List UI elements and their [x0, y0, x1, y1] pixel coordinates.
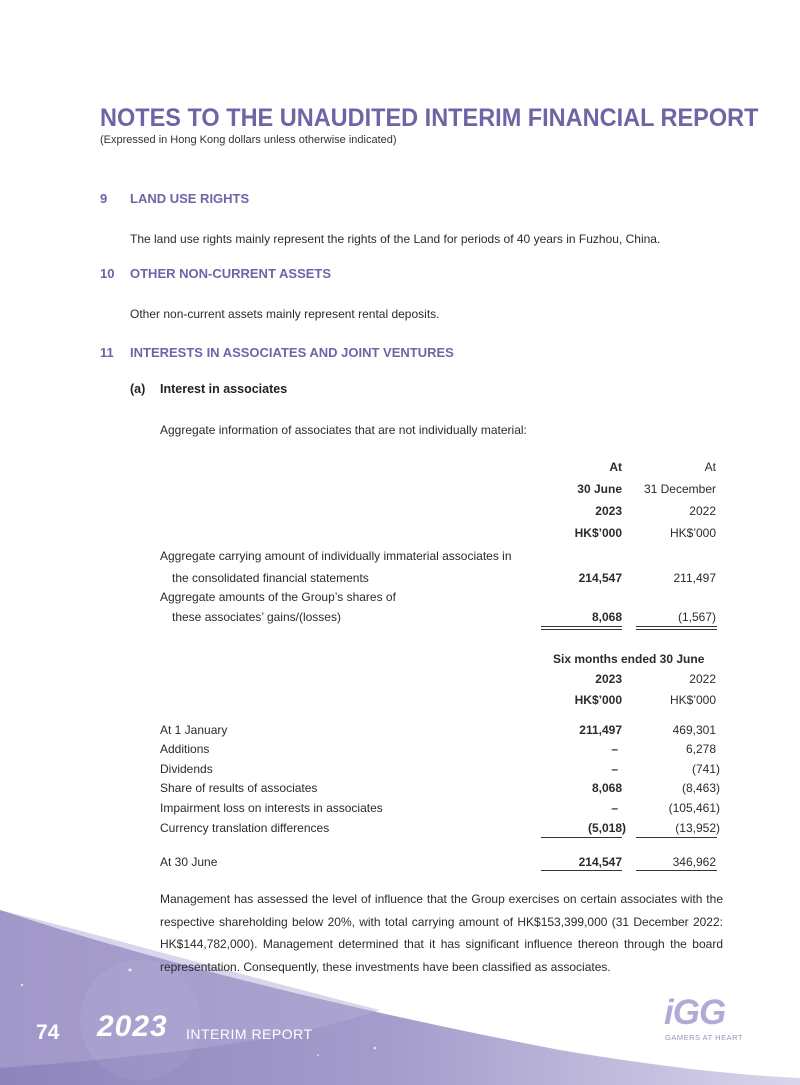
rule	[541, 837, 622, 838]
table-row-label: Aggregate carrying amount of individually immaterial associates in	[160, 549, 512, 563]
page-title: NOTES TO THE UNAUDITED INTERIM FINANCIAL REPORT	[100, 104, 759, 132]
table-cell: (13,952)	[675, 821, 720, 835]
management-paragraph: Management has assessed the level of influence that the Group exercises on certain associates with the respective shareholding below 20%, with total carrying amount of HK$153,399,000 (31 December 2022: HK$144,782,000). Management determined that it has significant influence thereon through the board representation. Consequently, these investments have been classified as associates.	[160, 892, 723, 974]
col2-head-line: 2022	[689, 672, 716, 686]
rule	[636, 837, 717, 838]
subsection-label: (a)	[130, 382, 146, 396]
table-row-label: Aggregate amounts of the Group’s shares of	[160, 590, 396, 604]
table-row-label: these associates’ gains/(losses)	[172, 610, 341, 624]
report-name: INTERIM REPORT	[186, 1026, 313, 1042]
logo-tagline: GAMERS AT HEART	[665, 1033, 743, 1042]
table-cell: 214,547	[578, 571, 622, 585]
col1-head-line: HK$’000	[574, 526, 622, 540]
rule	[636, 626, 717, 627]
table-cell: (1,567)	[677, 610, 716, 624]
table-total-cell: 214,547	[578, 855, 622, 869]
col1-head-line: 2023	[595, 504, 622, 518]
rule	[636, 870, 717, 871]
section-title: LAND USE RIGHTS	[130, 191, 250, 206]
subsection-intro: Aggregate information of associates that are not individually material:	[160, 423, 527, 437]
table-total-cell: 346,962	[672, 855, 716, 869]
rule	[541, 629, 622, 630]
table-cell: –	[611, 742, 618, 756]
section-text: Other non-current assets mainly represent rental deposits.	[130, 307, 440, 321]
section-title: INTERESTS IN ASSOCIATES AND JOINT VENTURES	[130, 345, 454, 360]
table-cell: 211,497	[579, 723, 622, 737]
table-cell: 211,497	[673, 571, 716, 585]
table-cell: –	[611, 762, 618, 776]
table-cell: 469,301	[672, 723, 716, 737]
section-number: 9	[100, 191, 108, 206]
table-cell: (8,463)	[681, 781, 720, 795]
rule	[541, 626, 622, 627]
table-row-label: At 1 January	[160, 723, 228, 737]
table-total-label: At 30 June	[160, 855, 218, 869]
table2-group-header: Six months ended 30 June	[553, 652, 705, 666]
rule	[636, 629, 717, 630]
table-row-label: Share of results of associates	[160, 781, 318, 795]
col2-head-line: HK$’000	[669, 693, 716, 707]
table-cell: 8,068	[591, 610, 622, 624]
table-row-label: Impairment loss on interests in associates	[160, 801, 383, 815]
section-text: The land use rights mainly represent the rights of the Land for periods of 40 years in Fuzhou, China.	[130, 232, 661, 246]
subsection-title: Interest in associates	[160, 382, 288, 396]
col1-head-line: HK$’000	[574, 693, 622, 707]
table-row-label: the consolidated financial statements	[172, 571, 369, 585]
col2-head-line: HK$’000	[669, 526, 716, 540]
col2-head-line: 31 December	[643, 482, 716, 496]
table-cell: 6,278	[685, 742, 716, 756]
table-cell: (5,018)	[587, 821, 626, 835]
section-number: 11	[100, 345, 114, 360]
table-row-label: Additions	[160, 742, 210, 756]
igg-logo: iGG	[664, 993, 726, 1032]
col2-head-line: At	[704, 460, 716, 474]
table-cell: (741)	[691, 762, 720, 776]
page-subtitle: (Expressed in Hong Kong dollars unless otherwise indicated)	[100, 134, 397, 146]
section-title: OTHER NON-CURRENT ASSETS	[130, 266, 332, 281]
rule	[541, 870, 622, 871]
col1-head-line: 2023	[595, 672, 622, 686]
col1-head-line: At	[609, 460, 622, 474]
table-cell: –	[611, 801, 618, 815]
col1-head-line: 30 June	[577, 482, 622, 496]
section-number: 10	[100, 266, 115, 281]
table-row-label: Dividends	[160, 762, 213, 776]
table-cell: (105,461)	[668, 801, 720, 815]
col2-head-line: 2022	[689, 504, 716, 518]
page-number: 74	[36, 1021, 60, 1044]
table-row-label: Currency translation differences	[160, 821, 330, 835]
table-cell: 8,068	[591, 781, 622, 795]
report-year: 2023	[97, 1010, 168, 1043]
